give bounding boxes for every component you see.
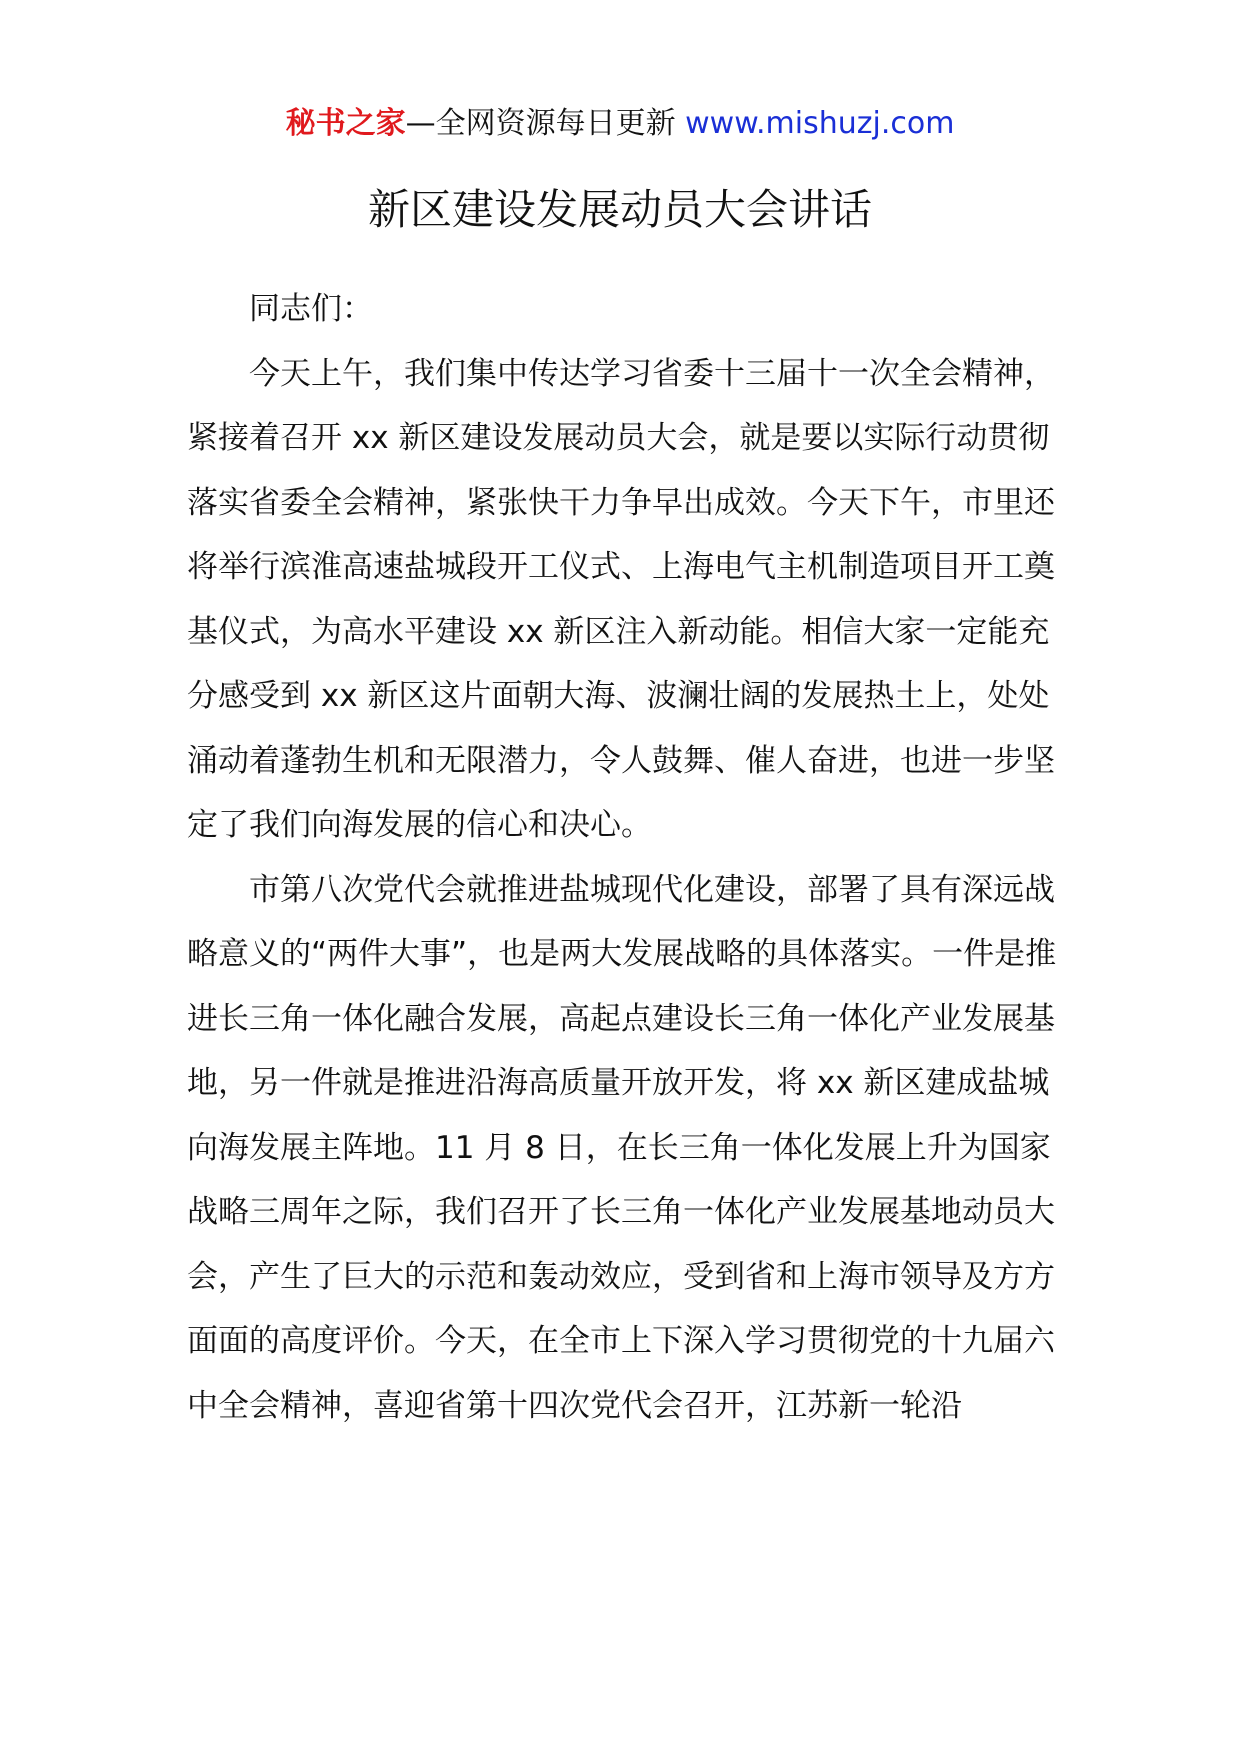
salutation: 同志们： — [249, 291, 373, 327]
brand-name: 秘书之家 — [285, 106, 406, 141]
website-link[interactable]: www.mishuzj.com — [685, 106, 955, 141]
header-slogan: —全网资源每日更新 — [405, 106, 676, 141]
body-paragraph: 市第八次党代会就推进盐城现代化建设，部署了具有深远战略意义的“两件大事”，也是两大发展战略的具体落实。一件是推进长三角一体化融合发展，高起点建设长三角一体化产业发展基地，另一件就是推进沿海高质量开放开发，将 xx 新区建成盐城向海发展主阵地。11 月 8 日，在长三角一体化发展上升为国家战略三周年之际，我们召开了长三角一体化产业发展基地动员大会，产生了巨大的示范和轰动效应，受到省和上海市领导及方方面面的高度评价。今天，在全市上下深入学习贯彻党的十九届六中全会精神，喜迎省第十四次党代会召开，江苏新一轮沿 — [187, 871, 1057, 1424]
site-header — [0, 100, 1240, 148]
document-title: 新区建设发展动员大会讲话 — [367, 185, 872, 234]
body-paragraph: 今天上午，我们集中传达学习省委十三届十一次全会精神，紧接着召开 xx 新区建设发展动员大会，就是要以实际行动贯彻落实省委全会精神，紧张快干力争早出成效。今天下午，市里还将举行滨淮高速盐城段开工仪式、上海电气主机制造项目开工奠基仪式，为高水平建设 xx 新区注入新动能。相信大家一定能充分感受到 xx 新区这片面朝大海、波澜壮阔的发展热土上，处处涌动着蓬勃生机和无限潜力，令人鼓舞、催人奋进，也进一步坚定了我们向海发展的信心和决心。 — [187, 355, 1055, 843]
document-body — [187, 277, 1057, 1438]
